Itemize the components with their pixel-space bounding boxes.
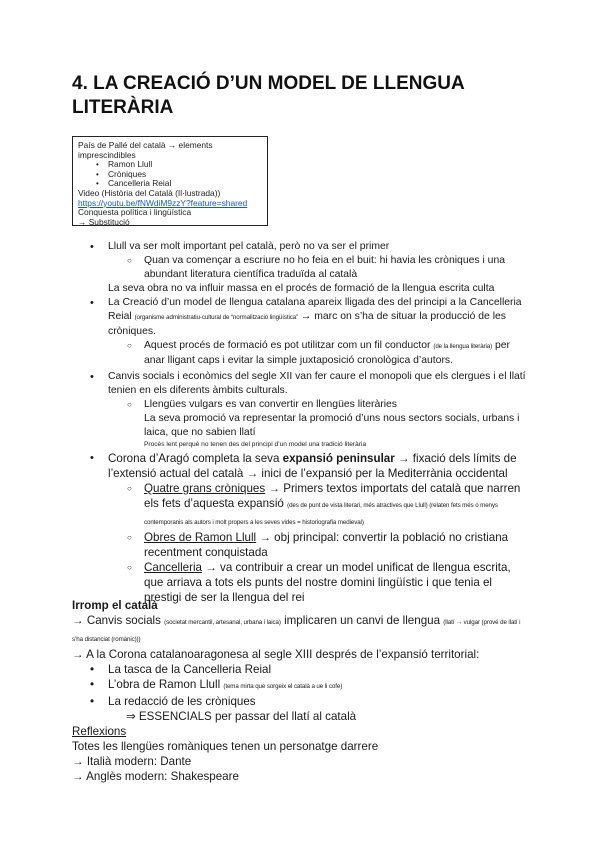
- section-heading: Irromp el català: [72, 599, 158, 612]
- section-bullet: [72, 677, 532, 694]
- text-segment: Corona d’Aragó completa la seva: [108, 452, 283, 465]
- bold-term: expansió peninsular: [282, 452, 395, 465]
- small-note: (de la llengua literària): [433, 343, 493, 350]
- text-segment: Aquest procés de formació es pot utilitzar com un fil conductor: [144, 340, 431, 351]
- small-note: (organisme administratiu-cultural de “normalització lingüística”: [134, 314, 299, 321]
- text-segment: → va contribuir a crear un model unificat de llengua escrita, que arriava a tots els punts del nostre domini lingüístic i que tenia el prestigi de ser la llengua del rei: [144, 561, 511, 604]
- section-irromp: [72, 598, 532, 784]
- box-bullet: • Cròniques: [78, 170, 262, 180]
- underlined-term: Cancelleria: [144, 561, 202, 574]
- box-line: Conquesta política i lingüística: [78, 207, 192, 218]
- text-segment: → marc on s’ha de situar la producció de les cròniques.: [108, 311, 506, 337]
- text-segment: → fixació dels límits de l’extensió actual del català → inici de l’expansió per la Mediterrània occidental: [108, 452, 517, 480]
- underlined-term: Obres de Ramon Llull: [144, 531, 257, 544]
- list-item: [72, 451, 532, 481]
- section-line: → Anglès modern: Shakespeare: [72, 770, 239, 783]
- text-segment: La Creació d’un model de llengua catalana apareix lligada des del principi a la Cancelleria Reial: [108, 297, 522, 322]
- box-line: imprescindibles: [78, 149, 136, 160]
- text-segment: → Primers textos importats del català que narren els fets d’aquesta expansió: [144, 482, 521, 510]
- sub-list-item: [72, 339, 532, 368]
- list-paragraph: La seva promoció va representar la promoció d’uns nous sectors socials, urbans i laica, que no sabien llatí: [144, 413, 520, 438]
- text-segment: L’obra de Ramon Llull: [108, 678, 221, 691]
- small-note: Procés lent perquè no tenen des del principi d’un model una tradició literària: [144, 441, 367, 448]
- text-segment: per anar lligant caps i evitar la simple juxtaposició cronològica d’autors.: [144, 340, 511, 366]
- section-line: ⇒ ESSENCIALS per passar del llatí al català: [126, 710, 357, 723]
- box-line: → Substitució: [78, 216, 130, 227]
- text-segment: → Canvis socials: [72, 614, 165, 627]
- section-bullet: • La redacció de les cròniques: [72, 694, 532, 709]
- text-segment: → obj principal: convertir la població no cristiana recentment conquistada: [144, 531, 509, 559]
- section-line: → A la Corona catalanoaragonesa al segle XIII després de l’expansió territorial:: [72, 648, 480, 661]
- list-item: • Canvis socials i econòmics del segle XII van fer caure el monopoli que els clergues i el llatí tenien en els diferents àmbits culturals.: [72, 370, 532, 398]
- sub-list-item: ○ Llengües vulgars es van convertir en llengües literàries: [72, 398, 532, 412]
- list-item: [72, 296, 532, 339]
- box-line: País de Pallé del català → elements: [78, 140, 213, 150]
- list-item: • Llull va ser molt important pel català, però no va ser el primer: [72, 240, 532, 254]
- sub-list-item: [72, 530, 532, 560]
- section-line: → Italià modern: Dante: [72, 755, 192, 768]
- notes-list: [72, 240, 532, 605]
- text-segment: implicaren un canvi de llengua: [280, 614, 444, 627]
- sub-list-item: [72, 481, 532, 530]
- reflexions-heading: Reflexions: [72, 725, 127, 738]
- small-note: (llatí → vulgar (prové de llatí i s’ha distanciat (romànic))): [72, 619, 521, 643]
- section-line: Totes les llengües romàniques tenen un personatge darrere: [72, 740, 379, 753]
- sub-list-item: ○ Quan va començar a escriure no ho feia en el buit: hi havia les cròniques i una abundant literatura científica traduïda al català: [72, 254, 532, 282]
- underlined-term: Quatre grans cròniques: [144, 482, 266, 495]
- video-link[interactable]: https://youtu.be/fNWdiM9zzY?feature=shared: [78, 197, 248, 208]
- box-bullet: • Cancelleria Reial: [78, 179, 262, 189]
- list-paragraph: La seva obra no va influir massa en el procés de formació de la llengua escrita culta: [108, 283, 495, 294]
- small-note: (tema mirta que sorgeix el català a ue li cofe): [223, 683, 343, 690]
- section-line: [72, 613, 532, 647]
- small-note: (societat mercantil, artesanal, urbana i laica): [164, 619, 281, 626]
- summary-box: [72, 136, 268, 226]
- section-bullet: • La tasca de la Cancelleria Reial: [72, 662, 532, 677]
- small-note: (des de punt de vista literari, més atractives que Llull) (relaten fets més o menys contemporanis als autors i molt propers a les seves vides = historiografia medieval): [144, 502, 498, 526]
- page-title: 4. LA CREACIÓ D’UN MODEL DE LLENGUA LITERÀRIA: [72, 73, 464, 118]
- box-bullet: • Ramon Llull: [78, 160, 262, 170]
- box-video-label: Video (Història del Català (Il·lustrada)): [78, 187, 221, 198]
